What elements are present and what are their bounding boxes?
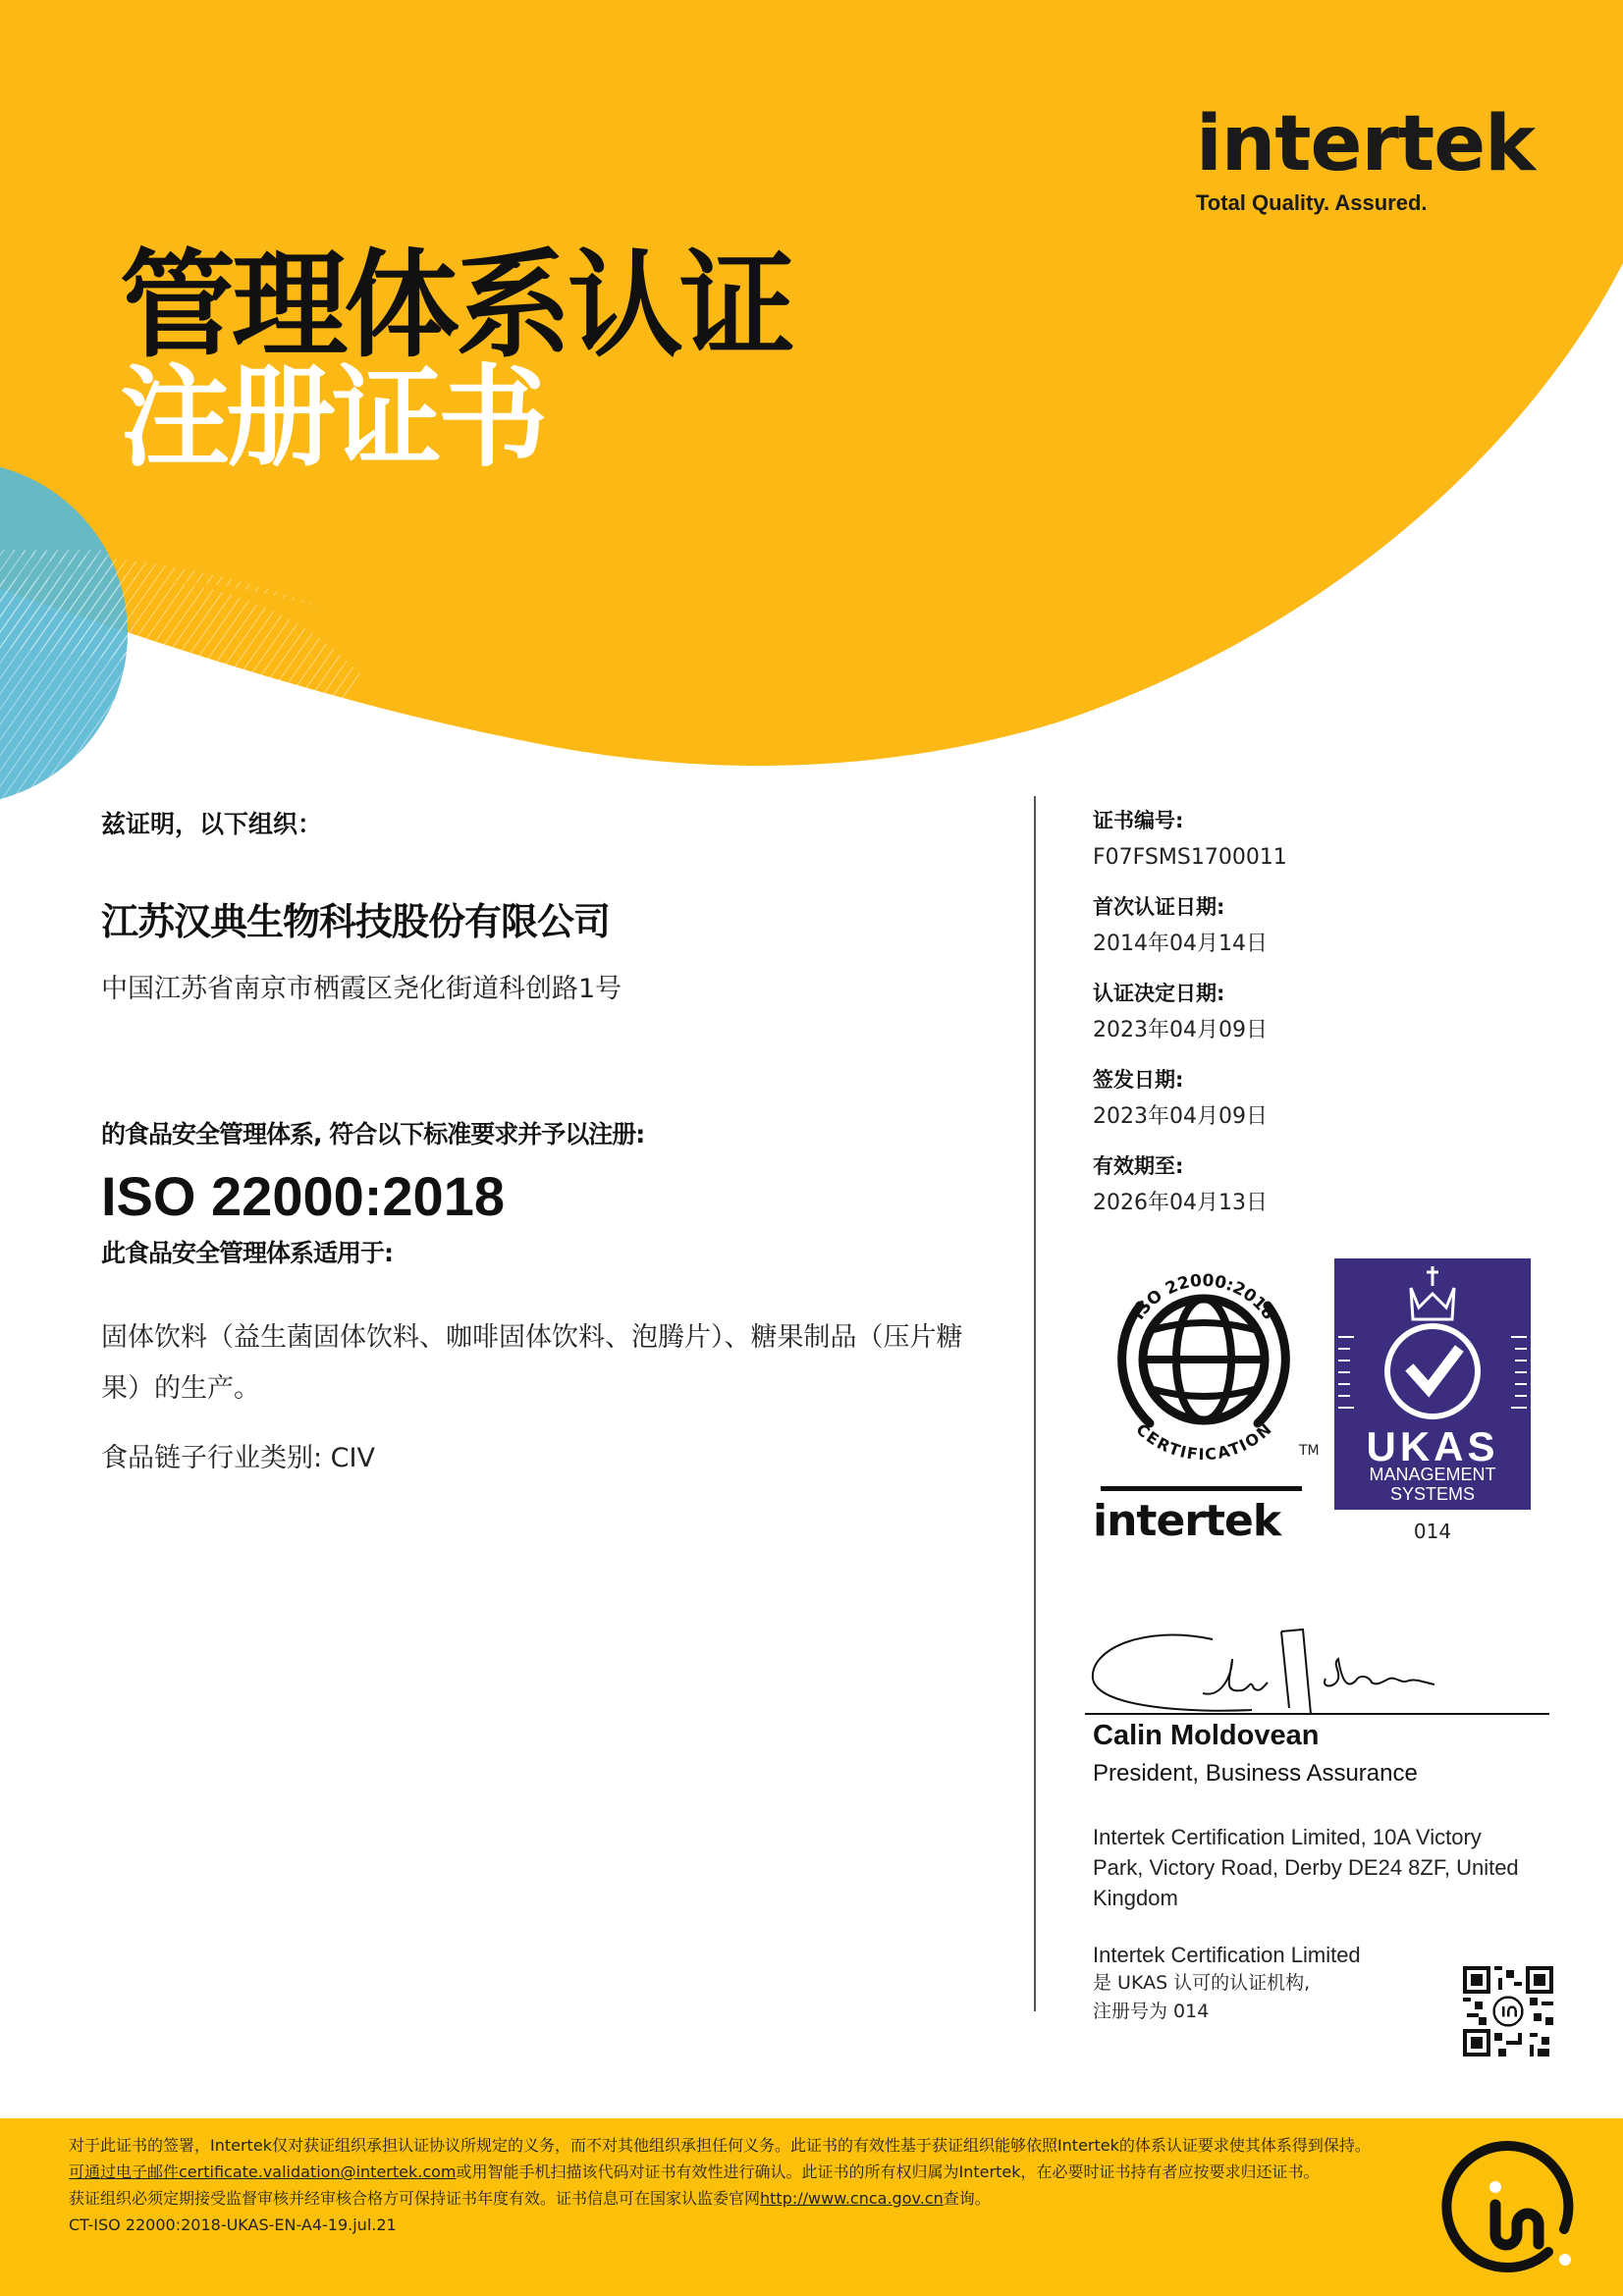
column-divider	[1034, 796, 1036, 2011]
signatory-role: President, Business Assurance	[1093, 1760, 1418, 1787]
signature-image	[1085, 1620, 1556, 1718]
cert-number-value: F07FSMS1700011	[1093, 845, 1287, 870]
footer-band	[0, 2118, 1623, 2296]
ukas-subtitle-line1: MANAGEMENT	[1369, 1465, 1496, 1484]
organization-name: 江苏汉典生物科技股份有限公司	[101, 900, 611, 943]
cert-number-label: 证书编号:	[1093, 809, 1184, 832]
validation-email-link[interactable]: 可通过电子邮件certificate.validation@intertek.com	[69, 2163, 457, 2181]
globe-certification-icon	[1101, 1256, 1307, 1463]
standard-name: ISO 22000:2018	[101, 1165, 505, 1227]
footer-paragraph-2: 获证组织必须定期接受监督审核并经审核合格方可保持证书年度有效。证书信息可在国家认监委官网http://www.cnca.gov.cn查询。	[69, 2189, 991, 2208]
mark-rule	[1101, 1486, 1302, 1491]
expiry-date-value: 2026年04月13日	[1093, 1191, 1268, 1215]
expiry-date-label: 有效期至:	[1093, 1154, 1184, 1178]
issue-date-label: 签发日期:	[1093, 1068, 1184, 1092]
crown-check-icon	[1334, 1258, 1531, 1425]
certificate-details	[1093, 807, 1564, 1239]
decision-date-value: 2023年04月09日	[1093, 1018, 1268, 1042]
intertek-in-icon	[1438, 2136, 1586, 2283]
decision-date-label: 认证决定日期:	[1093, 982, 1225, 1005]
ukas-badge	[1334, 1258, 1531, 1510]
organization-address: 中国江苏省南京市栖霞区尧化街道科创路1号	[101, 974, 622, 1004]
accreditation-line-2: 是 UKAS 认可的认证机构,	[1093, 1972, 1311, 1994]
svg-text:CERTIFICATION: CERTIFICATION	[1132, 1419, 1275, 1463]
ukas-subtitle-line2: SYSTEMS	[1389, 1484, 1476, 1504]
footer-disclaimer	[69, 2132, 1375, 2238]
signatory-name: Calin Moldovean	[1093, 1720, 1320, 1751]
svg-text:ISO 22000:2018: ISO 22000:2018	[1128, 1270, 1279, 1324]
initial-cert-date-value: 2014年04月14日	[1093, 932, 1268, 956]
accreditation-line-3: 注册号为 014	[1093, 2001, 1210, 2022]
ukas-title: UKAS	[1366, 1423, 1499, 1469]
logo-tagline: Total Quality. Assured.	[1196, 190, 1428, 215]
footer-paragraph-1: 对于此证书的签署，Intertek仅对获证组织承担认证协议所规定的义务，而不对其他组织承担任何义务。此证书的有效性基于获证组织能够依照Intertek的体系认证要求使其体系得到保持。可通过电子邮件certificate.validation@intertek.com或用智能手机扫描该代码对证书有效性进行确认。此证书的所有权归属为Intertek，在必要时证书持有者应按要求归还证书。	[69, 2136, 1371, 2181]
logo-wordmark: intertek	[1196, 100, 1535, 188]
conformity-statement: 的食品安全管理体系, 符合以下标准要求并予以注册:	[101, 1120, 645, 1148]
signatory-block	[1093, 1720, 1418, 1788]
food-chain-category: 食品链子行业类别: CIV	[101, 1442, 375, 1473]
trademark-symbol: TM	[1299, 1443, 1320, 1459]
certificate-body	[101, 805, 1004, 1474]
initial-cert-date-label: 首次认证日期:	[1093, 895, 1225, 919]
ukas-subtitle	[1334, 1465, 1531, 1504]
issue-date-value: 2023年04月09日	[1093, 1104, 1268, 1129]
applies-label: 此食品安全管理体系适用于:	[101, 1238, 393, 1267]
certification-marks	[1093, 1256, 1535, 1551]
qr-code-icon[interactable]	[1463, 1966, 1553, 2056]
signature-line	[1085, 1713, 1549, 1715]
certificate-title: 管理体系认证	[120, 238, 792, 373]
intertek-mark-wordmark: intertek	[1093, 1496, 1281, 1546]
issuer-address: Intertek Certification Limited, 10A Victory Park, Victory Road, Derby DE24 8ZF, United Kingdom	[1093, 1825, 1519, 1910]
cnca-website-link[interactable]: http://www.cnca.gov.cn	[760, 2189, 944, 2208]
accreditation-line-1: Intertek Certification Limited	[1093, 1943, 1361, 1967]
ukas-number: 014	[1413, 1520, 1452, 1543]
document-code: CT-ISO 22000:2018-UKAS-EN-A4-19.jul.21	[69, 2216, 397, 2234]
certification-scope: 固体饮料（益生菌固体饮料、咖啡固体饮料、泡腾片）、糖果制品（压片糖果）的生产。	[101, 1321, 963, 1404]
intertek-logo	[1196, 100, 1535, 216]
hereby-label: 兹证明，以下组织：	[101, 810, 323, 838]
accreditation-statement	[1093, 1942, 1427, 2026]
certificate-subtitle: 注册证书	[120, 354, 544, 482]
